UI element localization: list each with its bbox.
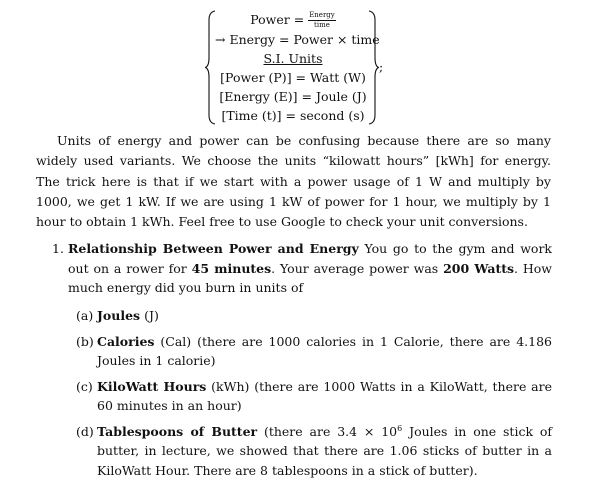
- equation-block: [205, 10, 385, 125]
- si-units-heading: S.I. Units: [263, 51, 323, 66]
- problem-title: Relationship Between Power and Energy: [68, 241, 359, 256]
- equation-terminator: ;: [379, 59, 384, 74]
- workout-duration: 45 minutes: [191, 260, 272, 276]
- subparts-list: [76, 306, 552, 486]
- subpart-a: (a) Joules (J): [76, 308, 159, 323]
- energy-unit: [Energy (E)] = Joule (J): [219, 89, 367, 104]
- time-unit: [Time (t)] = second (s): [221, 108, 365, 123]
- subpart-d: (d) Tablespoons of Butter (there are $3.4 \times 10^6$ Joules in one stick of butter, in lecture, we showed that there are 1.06 sticks of butter in a KiloWatt Hour. There are 8 tablespoons in a stick of butter).: [76, 423, 553, 478]
- problem-1: [52, 239, 552, 298]
- power-formula: Power = $\frac{\text{Energy}}{\text{time}}$: [250, 11, 335, 29]
- energy-over-time-fraction: $\frac{\text{Energy}}{\text{time}}$: [309, 11, 335, 29]
- power-unit: [Power (P)] = Watt (W): [220, 70, 366, 85]
- subpart-c: (c) KiloWatt Hours (kWh) (there are 1000 Watts in a KiloWatt, there are 60 minutes in an hour): [76, 378, 552, 413]
- intro-paragraph: Units of energy and power can be confusing because there are so many widely used variants. We choose the units “kilowatt hours” [kWh] for energy. The trick here is that if we start with a power usage of 1 W and multiply by 1000, we get 1 kW. If we are using 1 kW of power for 1 hour, we multiply by 1 hour to obtain 1 kWh. Feel free to use Google to check your unit conversions.: [36, 133, 551, 230]
- right-brace: [367, 10, 379, 125]
- subpart-b: (b) Calories (Cal) (there are 1000 calories in 1 Calorie, there are 4.186 Joules in 1 calorie): [76, 333, 552, 368]
- problem-number: 1.: [52, 241, 64, 256]
- energy-formula: → Energy = Power × time: [215, 32, 380, 47]
- problem-statement: Relationship Between Power and Energy You go to the gym and work out on a rower for 45 minutes. Your average power was 200 Watts. How much energy did you burn in units of: [68, 241, 552, 295]
- average-power: 200 Watts: [443, 260, 515, 276]
